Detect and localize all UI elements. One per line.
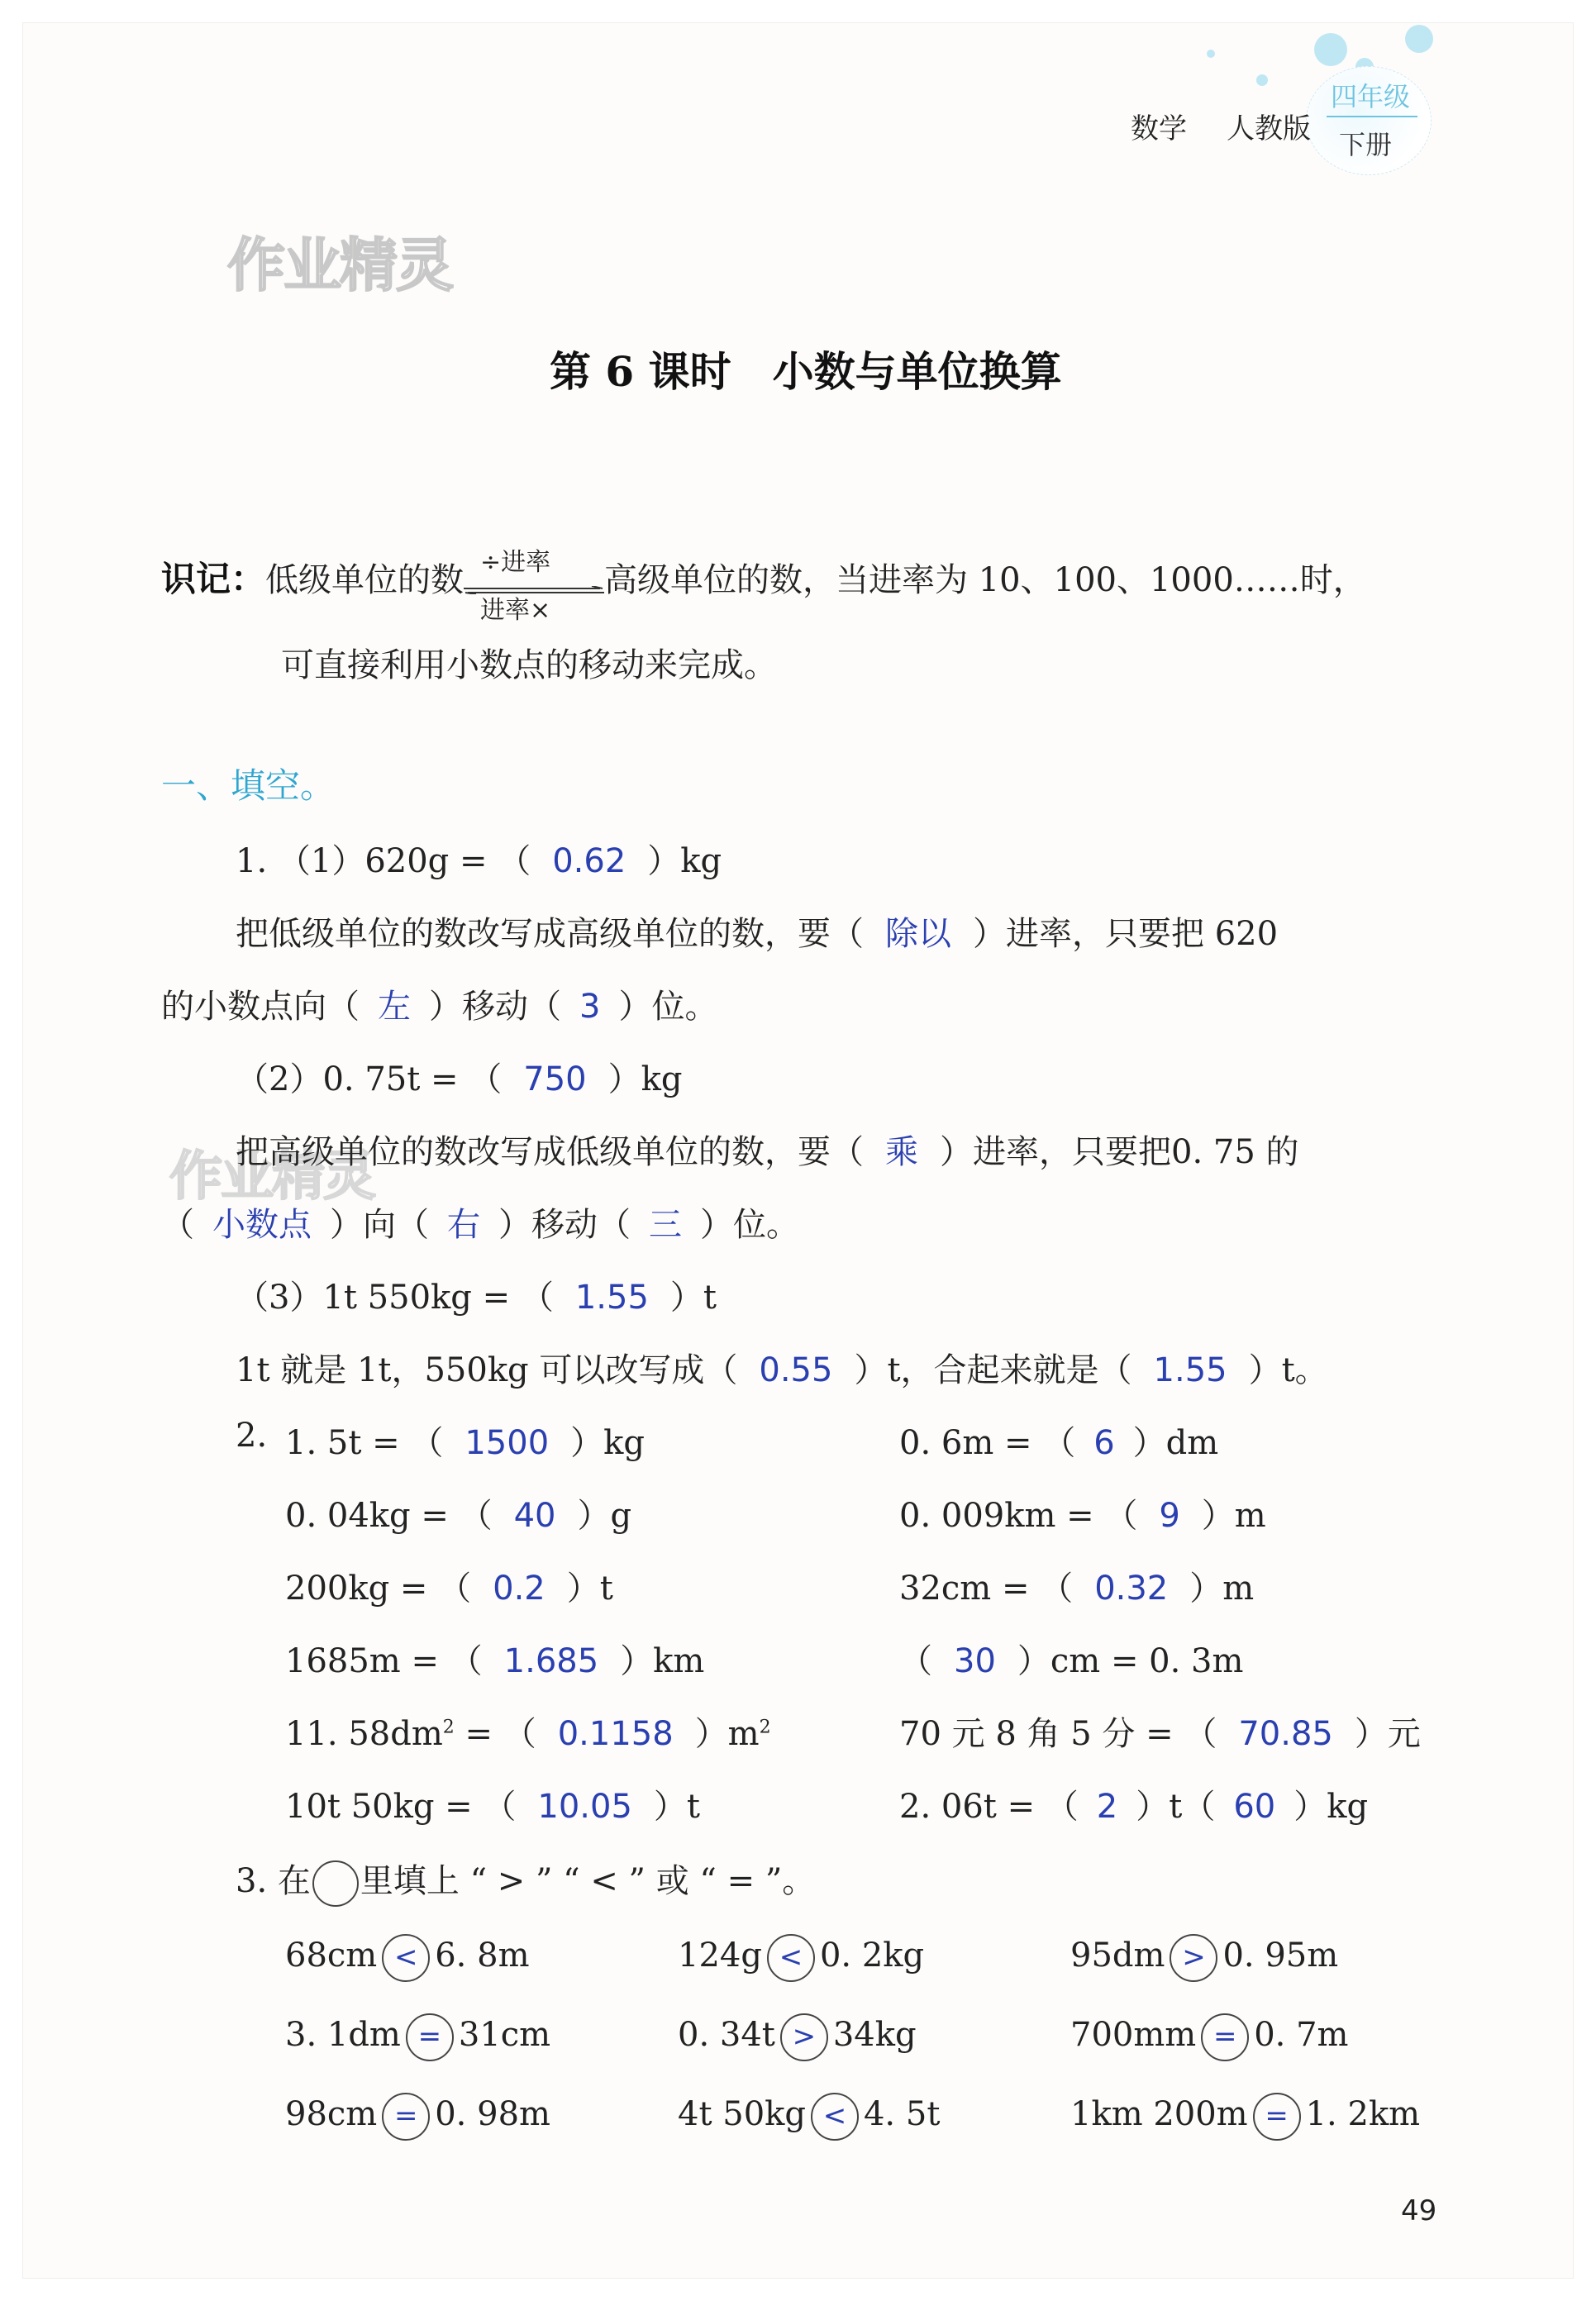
compare-item <box>1070 2093 1420 2141</box>
answer: 2 <box>1096 1788 1118 1826</box>
question-text: ）cm = 0. 3m <box>1017 1642 1244 1680</box>
question-text: ）向（ <box>330 1206 429 1244</box>
compare-item <box>1070 1934 1338 1982</box>
compare-item <box>678 1934 924 1982</box>
compare-left: 0. 34t <box>678 2016 775 2054</box>
answer: 左 <box>378 988 411 1026</box>
memo-line-1 <box>161 547 1366 625</box>
question-text: ）g <box>577 1497 632 1535</box>
compare-right: 34kg <box>832 2016 917 2054</box>
compare-right: 6. 8m <box>435 1937 530 1975</box>
question-text: ）dm <box>1132 1424 1219 1462</box>
answer: 1.55 <box>574 1279 649 1317</box>
decor-dot <box>1256 74 1268 86</box>
question-text: ）位。 <box>618 988 718 1026</box>
q2-item <box>285 1562 613 1609</box>
question-text: = （ <box>454 1715 536 1753</box>
question-text: ）t。 <box>1248 1351 1328 1389</box>
q2-item <box>899 1489 1266 1536</box>
compare-left: 95dm <box>1070 1937 1165 1975</box>
memo-text: 高级单位的数，当进率为 10、100、1000……时， <box>604 561 1366 599</box>
question-text: ）位。 <box>700 1206 799 1244</box>
question-text: ）kg <box>570 1424 645 1462</box>
q2-item <box>899 1780 1368 1827</box>
compare-right: 0. 7m <box>1254 2016 1349 2054</box>
compare-right: 0. 2kg <box>819 1937 925 1975</box>
header-edition: 人教版 <box>1227 112 1311 145</box>
decor-dot <box>1207 50 1215 58</box>
compare-item <box>285 2013 550 2061</box>
memo-line-2: 可直接利用小数点的移动来完成。 <box>281 646 777 684</box>
question-text: 里填上 “ > ” “ < ” 或 “ = ”。 <box>360 1862 816 1900</box>
q2-item <box>899 1562 1254 1609</box>
compare-item <box>285 2093 550 2141</box>
answer: 60 <box>1233 1788 1276 1826</box>
question-text: （ <box>899 1642 932 1680</box>
q2-item <box>899 1417 1218 1464</box>
answer: 9 <box>1159 1497 1180 1535</box>
compare-answer: > <box>1170 1934 1217 1982</box>
answer: 乘 <box>885 1133 918 1171</box>
compare-right: 0. 98m <box>435 2095 550 2133</box>
question-text: ）m <box>1189 1570 1255 1608</box>
answer: 0.32 <box>1094 1570 1169 1608</box>
answer: 1.55 <box>1153 1351 1227 1389</box>
question-text: 200kg = （ <box>285 1570 472 1608</box>
compare-answer: = <box>406 2013 454 2061</box>
circle-icon <box>312 1860 359 1907</box>
answer: 0.55 <box>759 1351 833 1389</box>
question-text: 0. 009km = （ <box>899 1497 1138 1535</box>
question-text: ）t <box>566 1570 613 1608</box>
answer: 0.1158 <box>557 1715 674 1753</box>
section-heading: 一、填空。 <box>161 765 336 806</box>
q2-item <box>285 1489 631 1536</box>
header-subject: 数学 <box>1131 112 1187 145</box>
question-text: ）t，合起来就是（ <box>854 1351 1132 1389</box>
conversion-arrow <box>464 547 604 625</box>
decor-dot <box>1314 33 1347 66</box>
question-text: （ <box>161 1206 194 1244</box>
question-text: 1. （1）620g = （ <box>236 842 531 880</box>
q1-part2-line2 <box>236 1126 1299 1173</box>
question-text: ）kg <box>607 1060 683 1098</box>
arrow-bottom-label: 进率× <box>480 595 551 625</box>
q1-part3 <box>236 1271 717 1318</box>
compare-left: 98cm <box>285 2095 378 2133</box>
superscript: 2 <box>442 1717 455 1738</box>
answer: 三 <box>649 1206 682 1244</box>
q2-item <box>285 1708 771 1755</box>
compare-left: 700mm <box>1070 2016 1197 2054</box>
question-text: ）进率，只要把 620 <box>973 915 1279 953</box>
q1-part3-line2 <box>236 1344 1328 1391</box>
question-text: 11. 58dm <box>285 1715 443 1753</box>
compare-right: 31cm <box>458 2016 551 2054</box>
compare-answer: > <box>780 2013 828 2061</box>
question-text: ）km <box>620 1642 705 1680</box>
question-text: 0. 04kg = （ <box>285 1497 493 1535</box>
memo-label: 识记： <box>161 559 266 599</box>
question-text: ）移动（ <box>429 988 561 1026</box>
compare-answer: < <box>767 1934 815 1982</box>
compare-item <box>1070 2013 1348 2061</box>
watermark-logo: 作业精灵 <box>227 231 452 299</box>
question-text: ）kg <box>1293 1788 1369 1826</box>
compare-answer: = <box>1253 2093 1301 2141</box>
compare-answer: = <box>382 2093 430 2141</box>
q1-part2-line3 <box>161 1198 799 1246</box>
compare-left: 68cm <box>285 1937 378 1975</box>
arrow-top-label: ÷进率 <box>480 547 551 577</box>
header-volume: 下册 <box>1339 129 1393 160</box>
question-text: 1t 就是 1t，550kg 可以改写成（ <box>236 1351 738 1389</box>
grade-divider <box>1327 116 1417 117</box>
question-text: 的小数点向（ <box>161 988 360 1026</box>
q1-part2 <box>236 1053 682 1100</box>
q1-part1-line3 <box>161 980 717 1027</box>
compare-left: 124g <box>678 1937 762 1975</box>
question-text: ）移动（ <box>498 1206 631 1244</box>
decor-dot <box>1405 25 1433 53</box>
compare-left: 3. 1dm <box>285 2016 401 2054</box>
header-grade: 四年级 <box>1331 81 1411 112</box>
question-text: 2. 06t = （ <box>899 1788 1079 1826</box>
q2-item <box>285 1417 645 1464</box>
question-text: ）元 <box>1354 1715 1421 1753</box>
answer: 右 <box>447 1206 480 1244</box>
compare-answer: < <box>811 2093 859 2141</box>
compare-left: 1km 200m <box>1070 2095 1248 2133</box>
answer: 小数点 <box>212 1206 312 1244</box>
answer: 3 <box>579 988 601 1026</box>
question-text: 10t 50kg = （ <box>285 1788 517 1826</box>
question-text: ）m <box>694 1715 760 1753</box>
q2-item <box>899 1635 1243 1682</box>
q2-item <box>285 1635 704 1682</box>
question-text: 3. 在 <box>236 1862 311 1900</box>
superscript: 2 <box>759 1717 771 1738</box>
answer: 6 <box>1093 1424 1115 1462</box>
answer: 70.85 <box>1238 1715 1333 1753</box>
question-text: ）t（ <box>1136 1788 1216 1826</box>
question-text: ）kg <box>647 842 722 880</box>
answer: 750 <box>523 1060 587 1098</box>
question-text: （2）0. 75t = （ <box>236 1060 503 1098</box>
page-title: 第 6 课时 小数与单位换算 <box>550 347 1062 396</box>
answer: 0.2 <box>493 1570 545 1608</box>
q3-instruction <box>236 1855 815 1907</box>
q1-part1-line2 <box>236 908 1278 955</box>
question-text: ）t <box>669 1279 717 1317</box>
compare-item <box>285 1934 530 1982</box>
q1-part1 <box>236 835 722 882</box>
answer: 0.62 <box>552 842 626 880</box>
question-text: 0. 6m = （ <box>899 1424 1076 1462</box>
question-text: （3）1t 550kg = （ <box>236 1279 554 1317</box>
q2-number: 2. <box>236 1417 268 1455</box>
question-text: ）进率，只要把0. 75 的 <box>940 1133 1299 1171</box>
question-text: 把低级单位的数改写成高级单位的数，要（ <box>236 915 864 953</box>
compare-answer: < <box>382 1934 430 1982</box>
compare-right: 1. 2km <box>1305 2095 1421 2133</box>
memo-text: 低级单位的数 <box>265 561 465 599</box>
question-text: 70 元 8 角 5 分 = （ <box>899 1715 1217 1753</box>
question-text: 1685m = （ <box>285 1642 483 1680</box>
compare-left: 4t 50kg <box>678 2095 806 2133</box>
compare-right: 4. 5t <box>863 2095 941 2133</box>
compare-right: 0. 95m <box>1222 1937 1339 1975</box>
answer: 1500 <box>465 1424 550 1462</box>
question-text: 32cm = （ <box>899 1570 1074 1608</box>
question-text: 把高级单位的数改写成低级单位的数，要（ <box>236 1133 864 1171</box>
compare-answer: = <box>1201 2013 1249 2061</box>
watermark-logo: 作业精灵 <box>169 1146 374 1208</box>
question-text: ）t <box>653 1788 700 1826</box>
answer: 1.685 <box>503 1642 599 1680</box>
page-number: 49 <box>1401 2194 1437 2227</box>
q2-item <box>899 1708 1421 1755</box>
question-text: 1. 5t = （ <box>285 1424 444 1462</box>
answer: 30 <box>954 1642 996 1680</box>
question-text: ）m <box>1201 1497 1266 1535</box>
answer: 除以 <box>885 915 951 953</box>
compare-item <box>678 2093 940 2141</box>
answer: 10.05 <box>537 1788 632 1826</box>
answer: 40 <box>513 1497 556 1535</box>
q2-item <box>285 1780 700 1827</box>
compare-item <box>678 2013 917 2061</box>
